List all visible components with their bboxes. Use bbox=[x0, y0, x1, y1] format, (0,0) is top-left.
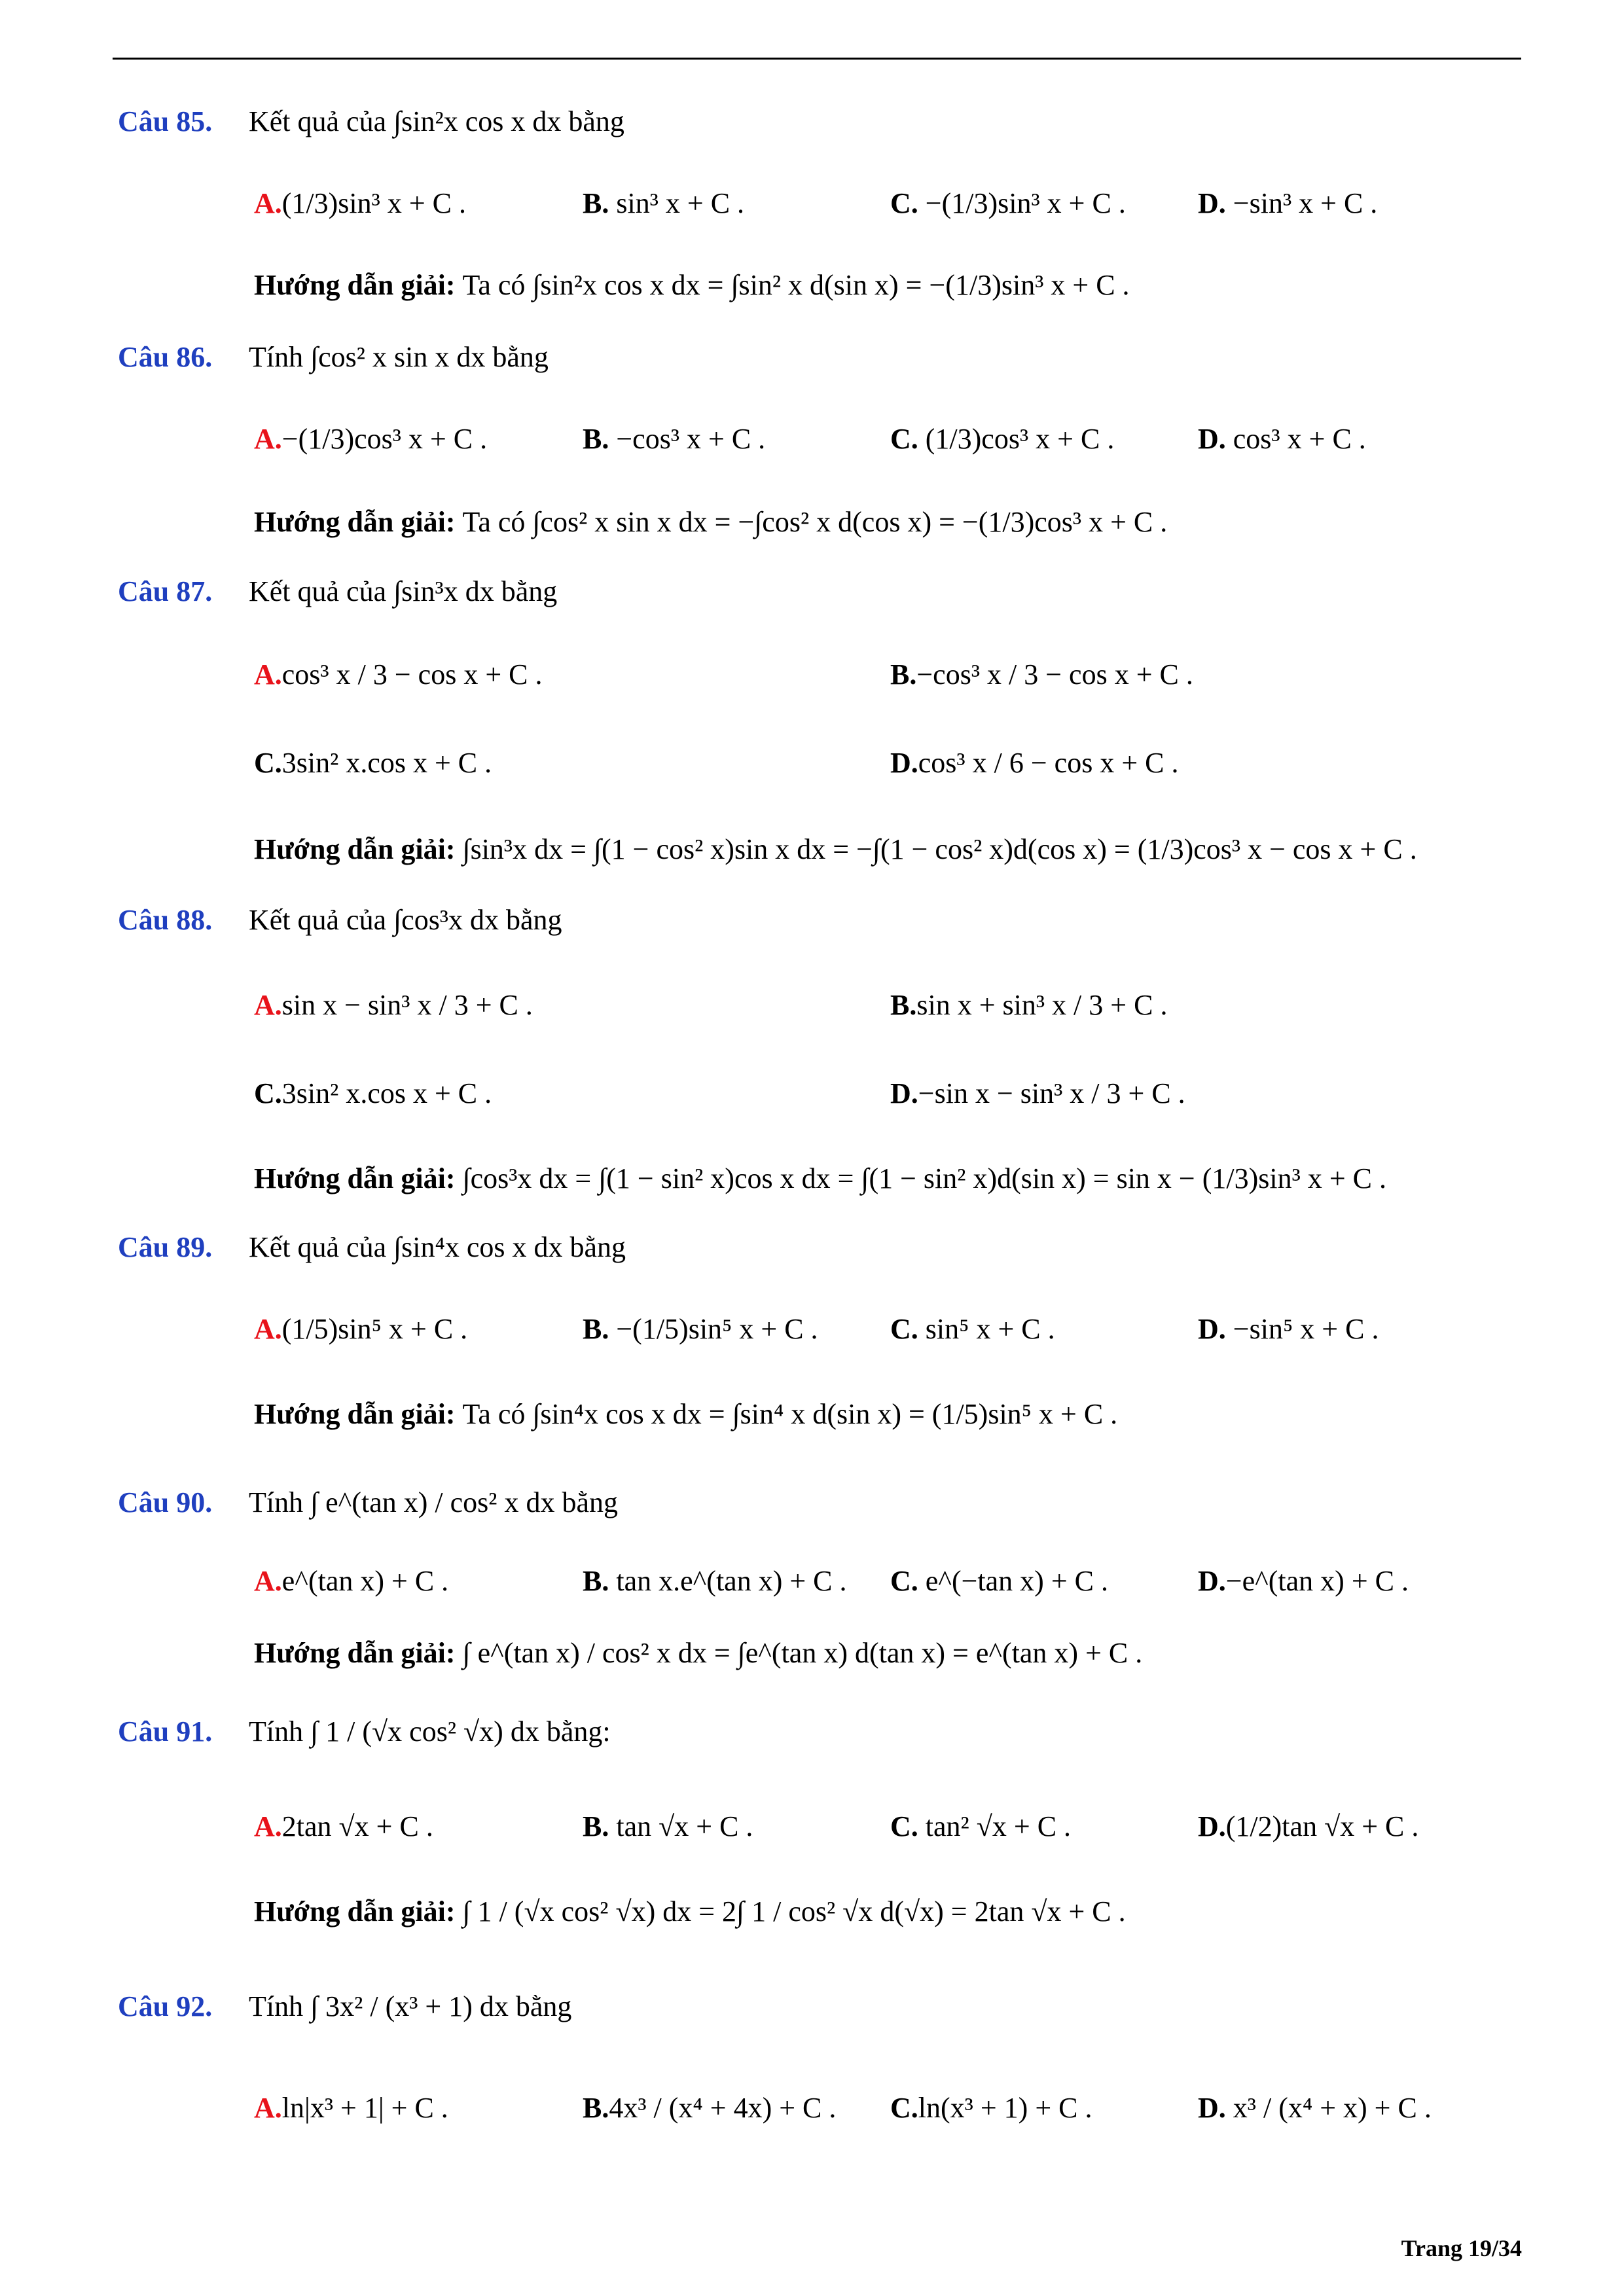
option-text: −cos³ x + C . bbox=[616, 423, 766, 455]
question-stem: Kết quả của ∫sin²x cos x dx bằng bbox=[249, 105, 624, 137]
option-b[interactable] bbox=[583, 1312, 818, 1346]
option-letter: B. bbox=[583, 187, 609, 219]
question-label: Câu 88. bbox=[118, 904, 213, 936]
option-d[interactable] bbox=[890, 1077, 1185, 1110]
option-b[interactable] bbox=[583, 2091, 836, 2125]
option-text: e^(tan x) + C . bbox=[281, 1565, 449, 1597]
option-letter: A. bbox=[254, 1565, 282, 1597]
page-footer: Trang 19/34 bbox=[1401, 2235, 1522, 2261]
option-text: 2tan √x + C . bbox=[281, 1810, 433, 1842]
solution-88: Hướng dẫn giải: ∫cos³x dx = ∫(1 − sin² x)cos x dx = ∫(1 − sin² x)d(sin x) = sin x − (1/3)sin³ x + C . bbox=[254, 1162, 1386, 1194]
option-text: tan x.e^(tan x) + C . bbox=[616, 1565, 847, 1597]
question-stem: Tính ∫ e^(tan x) / cos² x dx bằng bbox=[249, 1486, 618, 1518]
option-text: (1/2)tan √x + C . bbox=[1225, 1810, 1419, 1842]
question-label: Câu 85. bbox=[118, 105, 213, 137]
question-85 bbox=[118, 105, 624, 138]
option-a[interactable] bbox=[254, 2091, 448, 2125]
option-text: e^(−tan x) + C . bbox=[925, 1565, 1108, 1597]
question-86 bbox=[118, 340, 549, 374]
option-c[interactable] bbox=[890, 187, 1126, 220]
option-text: ln(x³ + 1) + C . bbox=[918, 2092, 1092, 2124]
question-stem: Kết quả của ∫sin³x dx bằng bbox=[249, 575, 558, 607]
solution-91: Hướng dẫn giải: ∫ 1 / (√x cos² √x) dx = 2∫ 1 / cos² √x d(√x) = 2tan √x + C . bbox=[254, 1895, 1126, 1928]
option-text: −(1/3)cos³ x + C . bbox=[281, 423, 488, 455]
option-letter: B. bbox=[890, 989, 917, 1021]
option-text: −sin x − sin³ x / 3 + C . bbox=[918, 1077, 1185, 1109]
option-b[interactable] bbox=[583, 187, 744, 220]
solution-label: Hướng dẫn giải bbox=[254, 506, 446, 538]
question-stem: Tính ∫ 3x² / (x³ + 1) dx bằng bbox=[249, 1990, 572, 2022]
option-letter: A. bbox=[254, 1810, 282, 1842]
option-text: sin⁵ x + C . bbox=[925, 1313, 1055, 1345]
option-d[interactable] bbox=[1198, 187, 1377, 220]
option-d[interactable] bbox=[1198, 422, 1366, 456]
solution-label: Hướng dẫn giải bbox=[254, 1637, 446, 1669]
option-text: tan² √x + C . bbox=[925, 1810, 1072, 1842]
option-text: cos³ x + C . bbox=[1233, 423, 1366, 455]
option-d[interactable] bbox=[1198, 2091, 1432, 2125]
option-letter: B. bbox=[583, 1313, 609, 1345]
solution-text: ∫cos³x dx = ∫(1 − sin² x)cos x dx = ∫(1 − sin² x)d(sin x) = sin x − (1/3)sin³ x + C . bbox=[462, 1162, 1386, 1194]
option-d[interactable] bbox=[1198, 1810, 1418, 1843]
option-d[interactable] bbox=[1198, 1312, 1379, 1346]
option-text: −e^(tan x) + C . bbox=[1225, 1565, 1409, 1597]
option-text: (1/3)cos³ x + C . bbox=[925, 423, 1115, 455]
option-letter: A. bbox=[254, 187, 282, 219]
option-a[interactable] bbox=[254, 1312, 467, 1346]
option-b[interactable] bbox=[583, 1810, 753, 1843]
option-letter: D. bbox=[1198, 1313, 1226, 1345]
option-a[interactable] bbox=[254, 658, 542, 691]
solution-label: Hướng dẫn giải bbox=[254, 269, 446, 301]
option-text: −(1/5)sin⁵ x + C . bbox=[616, 1313, 818, 1345]
option-letter: A. bbox=[254, 989, 282, 1021]
option-c[interactable] bbox=[890, 1564, 1108, 1598]
option-letter: D. bbox=[1198, 187, 1226, 219]
solution-text: Ta có ∫sin⁴x cos x dx = ∫sin⁴ x d(sin x) = (1/5)sin⁵ x + C . bbox=[462, 1398, 1118, 1430]
option-text: sin³ x + C . bbox=[616, 187, 745, 219]
option-letter: D. bbox=[1198, 1810, 1226, 1842]
option-letter: C. bbox=[890, 187, 918, 219]
solution-text: Ta có ∫cos² x sin x dx = −∫cos² x d(cos x) = −(1/3)cos³ x + C . bbox=[462, 506, 1168, 538]
option-d[interactable] bbox=[890, 746, 1178, 780]
option-text: sin x + sin³ x / 3 + C . bbox=[916, 989, 1168, 1021]
option-letter: D. bbox=[1198, 2092, 1226, 2124]
option-c[interactable] bbox=[890, 422, 1114, 456]
option-a[interactable] bbox=[254, 187, 466, 220]
option-d[interactable] bbox=[1198, 1564, 1409, 1598]
option-b[interactable] bbox=[583, 422, 765, 456]
solution-text: ∫sin³x dx = ∫(1 − cos² x)sin x dx = −∫(1 − cos² x)d(cos x) = (1/3)cos³ x − cos x + C . bbox=[462, 833, 1417, 865]
option-letter: D. bbox=[890, 747, 918, 779]
solution-label: Hướng dẫn giải bbox=[254, 1162, 446, 1194]
solution-90: Hướng dẫn giải: ∫ e^(tan x) / cos² x dx = ∫e^(tan x) d(tan x) = e^(tan x) + C . bbox=[254, 1637, 1143, 1669]
question-label: Câu 86. bbox=[118, 341, 213, 373]
option-text: 3sin² x.cos x + C . bbox=[281, 747, 492, 779]
option-text: −sin³ x + C . bbox=[1233, 187, 1378, 219]
solution-label: Hướng dẫn giải bbox=[254, 833, 446, 865]
option-c[interactable] bbox=[890, 1810, 1071, 1843]
solution-85: Hướng dẫn giải: Ta có ∫sin²x cos x dx = ∫sin² x d(sin x) = −(1/3)sin³ x + C . bbox=[254, 269, 1130, 301]
option-letter: D. bbox=[1198, 1565, 1226, 1597]
option-letter: D. bbox=[890, 1077, 918, 1109]
option-letter: C. bbox=[890, 1810, 918, 1842]
option-letter: B. bbox=[583, 2092, 609, 2124]
option-text: −(1/3)sin³ x + C . bbox=[925, 187, 1126, 219]
option-text: (1/3)sin³ x + C . bbox=[281, 187, 467, 219]
option-letter: B. bbox=[583, 423, 609, 455]
option-b[interactable] bbox=[890, 658, 1193, 691]
option-letter: B. bbox=[583, 1810, 609, 1842]
option-c[interactable] bbox=[254, 746, 492, 780]
option-letter: C. bbox=[890, 1565, 918, 1597]
question-87 bbox=[118, 575, 557, 608]
solution-86: Hướng dẫn giải: Ta có ∫cos² x sin x dx = −∫cos² x d(cos x) = −(1/3)cos³ x + C . bbox=[254, 506, 1168, 538]
option-text: (1/5)sin⁵ x + C . bbox=[281, 1313, 468, 1345]
question-stem: Kết quả của ∫cos³x dx bằng bbox=[249, 904, 562, 936]
option-text: 4x³ / (x⁴ + 4x) + C . bbox=[609, 2092, 837, 2124]
option-text: cos³ x / 3 − cos x + C . bbox=[281, 658, 543, 691]
solution-text: Ta có ∫sin²x cos x dx = ∫sin² x d(sin x) = −(1/3)sin³ x + C . bbox=[462, 269, 1130, 301]
question-stem: Kết quả của ∫sin⁴x cos x dx bằng bbox=[249, 1231, 626, 1263]
option-a[interactable] bbox=[254, 1564, 448, 1598]
question-91 bbox=[118, 1715, 611, 1748]
option-text: cos³ x / 6 − cos x + C . bbox=[918, 747, 1179, 779]
header-rule bbox=[113, 58, 1521, 60]
question-stem: Tính ∫cos² x sin x dx bằng bbox=[249, 341, 549, 373]
solution-89: Hướng dẫn giải: Ta có ∫sin⁴x cos x dx = ∫sin⁴ x d(sin x) = (1/5)sin⁵ x + C . bbox=[254, 1398, 1118, 1430]
question-label: Câu 92. bbox=[118, 1990, 213, 2022]
option-letter: B. bbox=[890, 658, 917, 691]
option-text: sin x − sin³ x / 3 + C . bbox=[281, 989, 533, 1021]
option-letter: A. bbox=[254, 1313, 282, 1345]
question-label: Câu 90. bbox=[118, 1486, 213, 1518]
option-letter: C. bbox=[890, 2092, 918, 2124]
option-letter: C. bbox=[254, 1077, 282, 1109]
solution-text: ∫ 1 / (√x cos² √x) dx = 2∫ 1 / cos² √x d(√x) = 2tan √x + C . bbox=[462, 1895, 1126, 1928]
question-89 bbox=[118, 1230, 626, 1264]
option-a[interactable] bbox=[254, 1810, 433, 1843]
solution-87: Hướng dẫn giải: ∫sin³x dx = ∫(1 − cos² x)sin x dx = −∫(1 − cos² x)d(cos x) = (1/3)cos³ x − cos x + C . bbox=[254, 833, 1417, 865]
question-label: Câu 87. bbox=[118, 575, 213, 607]
option-letter: A. bbox=[254, 658, 282, 691]
option-text: 3sin² x.cos x + C . bbox=[281, 1077, 492, 1109]
solution-label: Hướng dẫn giải bbox=[254, 1398, 446, 1430]
question-label: Câu 89. bbox=[118, 1231, 213, 1263]
option-letter: C. bbox=[890, 1313, 918, 1345]
question-90 bbox=[118, 1486, 618, 1519]
option-b[interactable] bbox=[583, 1564, 847, 1598]
option-b[interactable] bbox=[890, 988, 1167, 1022]
option-text: −cos³ x / 3 − cos x + C . bbox=[916, 658, 1193, 691]
option-text: ln|x³ + 1| + C . bbox=[281, 2092, 448, 2124]
option-letter: C. bbox=[890, 423, 918, 455]
option-letter: B. bbox=[583, 1565, 609, 1597]
option-letter: A. bbox=[254, 423, 282, 455]
option-text: tan √x + C . bbox=[616, 1810, 753, 1842]
option-text: x³ / (x⁴ + x) + C . bbox=[1233, 2092, 1432, 2124]
option-c[interactable] bbox=[890, 2091, 1092, 2125]
question-label: Câu 91. bbox=[118, 1715, 213, 1748]
solution-text: ∫ e^(tan x) / cos² x dx = ∫e^(tan x) d(tan x) = e^(tan x) + C . bbox=[462, 1637, 1143, 1669]
question-92 bbox=[118, 1990, 571, 2023]
option-letter: A. bbox=[254, 2092, 282, 2124]
option-text: −sin⁵ x + C . bbox=[1233, 1313, 1379, 1345]
question-stem: Tính ∫ 1 / (√x cos² √x) dx bằng: bbox=[249, 1715, 611, 1748]
option-letter: D. bbox=[1198, 423, 1226, 455]
question-88 bbox=[118, 903, 562, 937]
option-a[interactable] bbox=[254, 988, 533, 1022]
solution-label: Hướng dẫn giải bbox=[254, 1895, 446, 1928]
option-c[interactable] bbox=[254, 1077, 492, 1110]
option-a[interactable] bbox=[254, 422, 487, 456]
option-letter: C. bbox=[254, 747, 282, 779]
option-c[interactable] bbox=[890, 1312, 1055, 1346]
